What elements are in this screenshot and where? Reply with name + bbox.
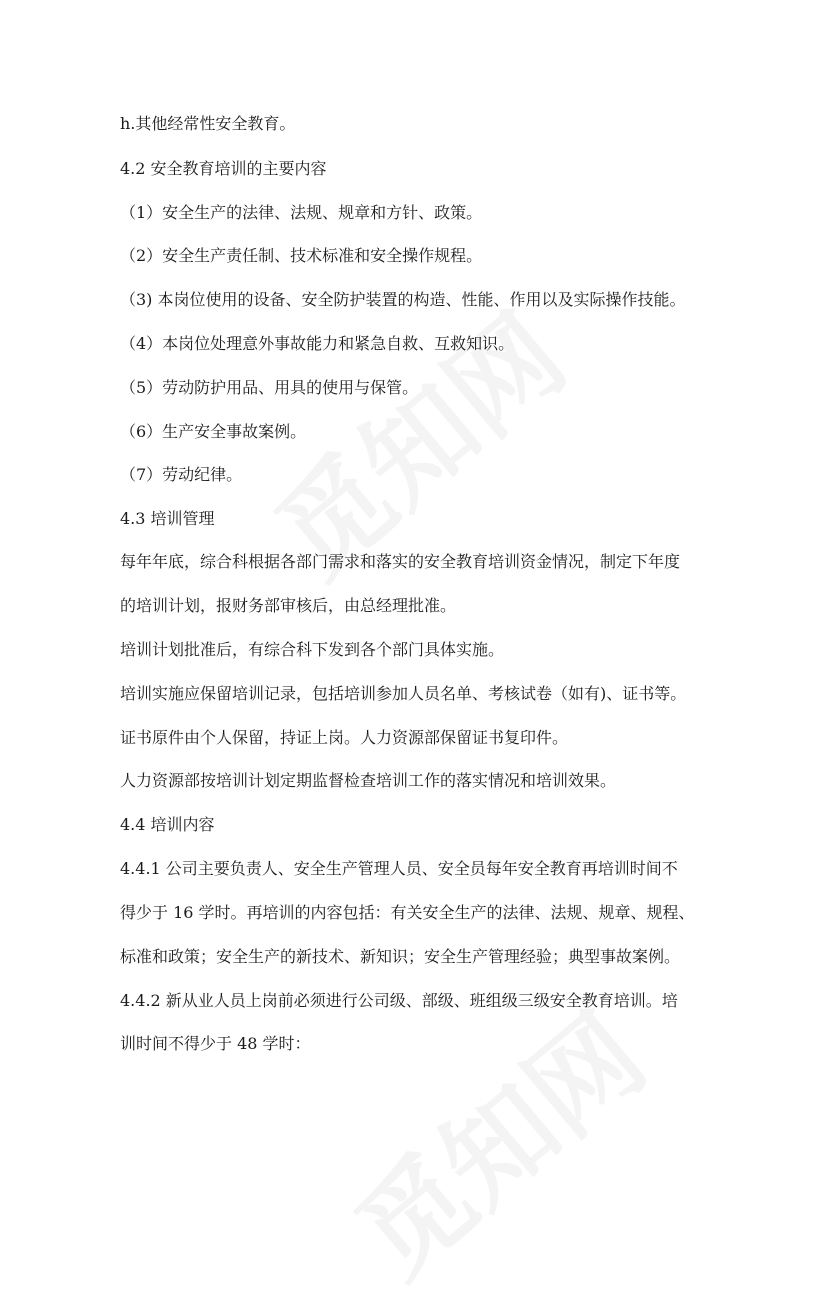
list-item: （3) 本岗位使用的设备、安全防护装置的构造、性能、作用以及实际操作技能。 bbox=[120, 290, 686, 309]
list-item: （4）本岗位处理意外事故能力和紧急自救、互救知识。 bbox=[120, 334, 515, 353]
list-item: （7）劳动纪律。 bbox=[120, 465, 243, 484]
paragraph-line: 证书原件由个人保留，持证上岗。人力资源部保留证书复印件。 bbox=[120, 728, 569, 747]
list-item: （6）生产安全事故案例。 bbox=[120, 422, 307, 441]
watermark-lower bbox=[318, 972, 672, 1305]
list-item: （2）安全生产责任制、技术标准和安全操作规程。 bbox=[120, 246, 483, 265]
list-item: （5）劳动防护用品、用具的使用与保管。 bbox=[120, 378, 419, 397]
paragraph-line: 的培训计划，报财务部审核后，由总经理批准。 bbox=[120, 596, 457, 615]
paragraph-line: 标准和政策；安全生产的新技术、新知识；安全生产管理经验；典型事故案例。 bbox=[120, 947, 681, 966]
paragraph-line: 训时间不得少于 48 学时： bbox=[120, 1034, 311, 1053]
paragraph-line: 培训计划批准后，有综合科下发到各个部门具体实施。 bbox=[120, 640, 505, 659]
section-heading: 4.2 安全教育培训的主要内容 bbox=[120, 159, 327, 178]
list-item: （1）安全生产的法律、法规、规章和方针、政策。 bbox=[120, 203, 483, 222]
paragraph-line: 4.4.1 公司主要负责人、安全生产管理人员、安全员每年安全教育再培训时间不 bbox=[120, 859, 678, 878]
section-heading: 4.3 培训管理 bbox=[120, 509, 215, 528]
paragraph-line: 4.4.2 新从业人员上岗前必须进行公司级、部级、班组级三级安全教育培训。培 bbox=[120, 991, 678, 1010]
section-heading: 4.4 培训内容 bbox=[120, 815, 215, 834]
paragraph-line: 人力资源部按培训计划定期监督检查培训工作的落实情况和培训效果。 bbox=[120, 771, 617, 790]
paragraph-line: 得少于 16 学时。再培训的内容包括：有关安全生产的法律、法规、规章、规程、 bbox=[120, 903, 695, 922]
text-line: h.其他经常性安全教育。 bbox=[120, 114, 296, 133]
paragraph-line: 每年年底，综合科根据各部门需求和落实的安全教育培训资金情况，制定下年度 bbox=[120, 552, 681, 571]
paragraph-line: 培训实施应保留培训记录，包括培训参加人员名单、考核试卷（如有)、证书等。 bbox=[120, 684, 687, 703]
